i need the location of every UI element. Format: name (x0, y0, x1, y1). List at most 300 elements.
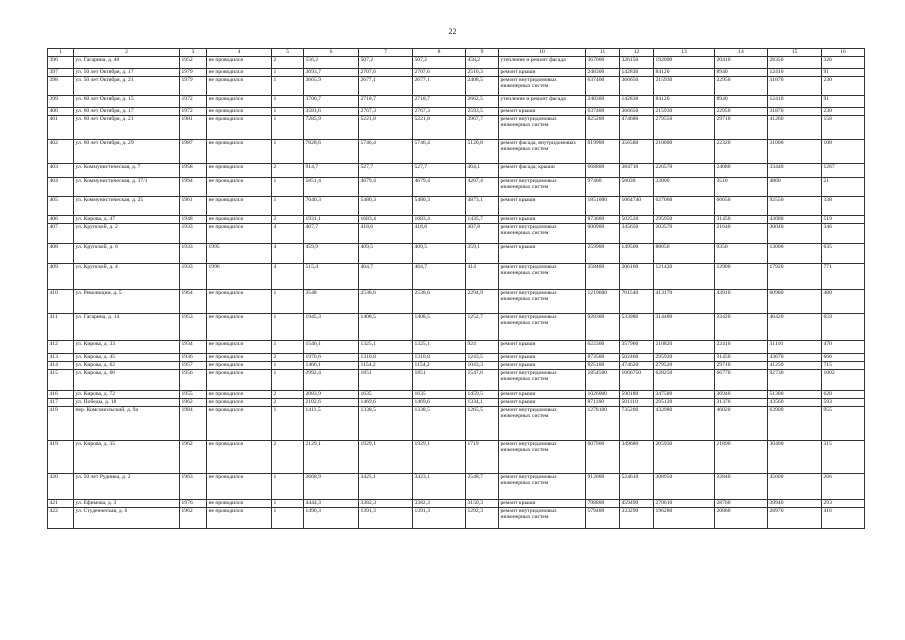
column-number: 11 (586, 49, 620, 57)
table-cell: ул. Коммунистическая, д. 25 (74, 197, 180, 216)
table-cell: 279550 (654, 116, 715, 140)
table-cell: ул. 50 лет Рудника, д. 2 (74, 474, 180, 500)
table-cell: 28350 (768, 57, 822, 69)
table-cell: 1953 (180, 314, 207, 341)
table-cell: 41250 (768, 362, 822, 370)
table-cell: 31870 (768, 108, 822, 116)
table-cell: 627060 (654, 197, 715, 216)
table-cell: ул. Крупской, д. 6 (74, 244, 180, 264)
table-cell: 404 (48, 178, 74, 197)
table-cell: 635 (822, 244, 865, 264)
table-cell: 4679,4 (359, 178, 413, 197)
table-cell: 1979 (180, 69, 207, 77)
table-cell: 1 (272, 362, 304, 370)
table-cell: утепление и ремонт фасада (499, 57, 586, 69)
table-cell: 226570 (654, 164, 715, 178)
table-cell: 607900 (586, 441, 620, 474)
table-cell: 619900 (586, 140, 620, 164)
table-cell: 97400 (586, 178, 620, 197)
table-cell: 12410 (768, 69, 822, 77)
column-number: 10 (499, 49, 586, 57)
table-cell: 1854500 (586, 370, 620, 391)
table-cell: 308950 (654, 474, 715, 500)
table-cell: 84120 (654, 69, 715, 77)
table-cell: 464,7 (359, 264, 413, 290)
table-cell: 474680 (620, 116, 654, 140)
table-cell: 422 (48, 508, 74, 529)
table-cell: 1338,5 (359, 407, 413, 441)
table-cell: 600900 (586, 224, 620, 244)
table-cell: 507,2 (413, 57, 466, 69)
table-cell: 2 (272, 441, 304, 474)
table-cell: 5120,8 (466, 140, 499, 164)
table-cell: утепление и ремонт фасада (499, 96, 586, 108)
table-cell: 409,5 (413, 244, 466, 264)
table-cell: 31110 (768, 341, 822, 354)
table-cell: ремонт крыши (499, 500, 586, 508)
table-cell: 1219600 (586, 290, 620, 314)
table-cell: 1962 (180, 399, 207, 407)
table-cell: не проводился (207, 370, 272, 391)
table-cell: 13000 (768, 244, 822, 264)
table-cell: ул. Победы, д. 18 (74, 399, 180, 407)
table-cell: 502460 (620, 354, 654, 362)
table-row (48, 341, 865, 354)
table-cell: ул. 60 лет Октября, д. 17 (74, 108, 180, 116)
table-cell: 347580 (654, 391, 715, 399)
table-row (48, 314, 865, 341)
table-cell: 32840 (715, 474, 768, 500)
table-cell: 4207,4 (466, 178, 499, 197)
table-cell: 7828,6 (304, 140, 359, 164)
table-cell: 1066750 (620, 370, 654, 391)
table-cell: ремонт крыши (499, 362, 586, 370)
table-cell: 31000 (768, 140, 822, 164)
table-cell: 357960 (620, 341, 654, 354)
table-cell: 2 (272, 57, 304, 69)
table-cell: 1851 (359, 370, 413, 391)
table-cell: 432980 (654, 407, 715, 441)
table-row (48, 290, 865, 314)
table-cell: 7640,3 (304, 197, 359, 216)
table-cell: 873600 (586, 216, 620, 224)
column-number: 12 (620, 49, 654, 57)
table-cell: 1 (272, 474, 304, 500)
table-cell: 419 (48, 441, 74, 474)
table-cell: ремонт фасада, внутридомовых инженерных систем (499, 140, 586, 164)
table-cell: 31870 (768, 77, 822, 96)
table-cell: 1278100 (586, 407, 620, 441)
table-cell: 5221,8 (359, 116, 413, 140)
table-cell: 413 (48, 354, 74, 362)
table-cell: 3510 (715, 178, 768, 197)
table-cell: не проводился (207, 140, 272, 164)
table-cell: 33440 (768, 164, 822, 178)
table-cell: 3382,3 (359, 500, 413, 508)
table-cell: 5480,3 (359, 197, 413, 216)
table-cell: 33420 (715, 314, 768, 341)
table-cell: 39940 (768, 500, 822, 508)
table-cell: 41260 (768, 116, 822, 140)
table-cell: 1 (272, 140, 304, 164)
table-cell: 142830 (620, 69, 654, 77)
table-cell: 502520 (620, 216, 654, 224)
table-cell: 43680 (768, 216, 822, 224)
table-cell: 266 (822, 474, 865, 500)
table-cell: 1851 (413, 370, 466, 391)
table-cell: 914,7 (304, 164, 359, 178)
table-cell: 21 (822, 178, 865, 197)
table-cell: 367000 (586, 57, 620, 69)
table-cell: 402 (48, 140, 74, 164)
column-number: 8 (413, 49, 466, 57)
table-cell: ул. Кирова, д. 33 (74, 341, 180, 354)
table-cell: 43670 (768, 354, 822, 362)
column-number: 1 (48, 49, 74, 57)
table-cell: 22950 (715, 77, 768, 96)
table-cell: 66770 (715, 370, 768, 391)
table-cell: 1408,5 (359, 314, 413, 341)
table-cell: 1265,5 (466, 407, 499, 441)
table-cell: 1962 (180, 441, 207, 474)
table-cell: ул. 60 лет Октября, д. 29 (74, 140, 180, 164)
table-cell: 1547,6 (466, 370, 499, 391)
table-cell: 637400 (586, 77, 620, 96)
table-cell: ул. Крупской, д. 2 (74, 224, 180, 244)
table-cell: 1043,3 (466, 362, 499, 370)
table-cell: 43560 (768, 399, 822, 407)
table-cell: ремонт внутридомовых инженерных систем (499, 508, 586, 529)
table-cell: 1957 (180, 362, 207, 370)
table-cell: 527,7 (413, 164, 466, 178)
table-cell: ремонт внутридомовых инженерных систем (499, 264, 586, 290)
table-cell: 31450 (715, 216, 768, 224)
table-cell: 1391,3 (413, 508, 466, 529)
table-cell: 149500 (620, 244, 654, 264)
table-cell: ул. Кирова, д. 62 (74, 362, 180, 370)
table-cell: ул. 60 лет Октября, д. 15 (74, 96, 180, 108)
table-cell: не проводился (207, 108, 272, 116)
table-row (48, 362, 865, 370)
table-cell: 928300 (586, 314, 620, 341)
table-cell: 3668,9 (304, 474, 359, 500)
table-row (48, 116, 865, 140)
table-cell: 637400 (586, 108, 620, 116)
table-cell: 1 (272, 407, 304, 441)
table-cell: 326 (822, 57, 865, 69)
table-cell: 1 (272, 116, 304, 140)
table-cell: 307,8 (466, 224, 499, 244)
table-cell: 3693,7 (304, 69, 359, 77)
table-cell: 871160 (586, 399, 620, 407)
table-cell: 215930 (654, 77, 715, 96)
table-cell: 31450 (715, 354, 768, 362)
table-cell: 666 (822, 354, 865, 362)
table-cell: 1252,7 (466, 314, 499, 341)
table-cell: ремонт крыши (499, 69, 586, 77)
table-cell: не проводился (207, 197, 272, 216)
table-cell: 121420 (654, 264, 715, 290)
table-cell: 1976 (180, 500, 207, 508)
table-row (48, 140, 865, 164)
table-cell: не проводился (207, 354, 272, 362)
table-row (48, 108, 865, 116)
table-cell: 2102,6 (304, 399, 359, 407)
table-cell: 315 (822, 441, 865, 474)
table-cell: 88050 (654, 244, 715, 264)
table-cell: 9350 (715, 244, 768, 264)
column-number: 6 (304, 49, 359, 57)
table-cell: 7285,9 (304, 116, 359, 140)
table-cell: 825100 (586, 362, 620, 370)
table-cell: 1338,5 (413, 407, 466, 441)
table-cell: 1635 (413, 391, 466, 399)
table-cell: 1243,5 (466, 354, 499, 362)
table-cell: 92730 (768, 370, 822, 391)
table-cell: ремонт крыши (499, 244, 586, 264)
table-cell: 1325,1 (359, 341, 413, 354)
table-row (48, 216, 865, 224)
table-cell: 1851000 (586, 197, 620, 216)
table-cell: 314480 (654, 314, 715, 341)
table-cell: 1948 (180, 216, 207, 224)
table-cell: ул. Гагарина, д. 40 (74, 57, 180, 69)
table-cell: 501110 (620, 399, 654, 407)
table-cell: 92550 (768, 197, 822, 216)
table-cell: 459490 (620, 500, 654, 508)
table-cell: 2707,6 (413, 69, 466, 77)
table-cell: 1 (272, 108, 304, 116)
table-cell: 628 (822, 391, 865, 399)
table-cell: ул. Кирова, д. 45 (74, 354, 180, 362)
column-number: 7 (359, 49, 413, 57)
table-cell: 293 (822, 500, 865, 508)
table-cell: 4860 (768, 178, 822, 197)
table-cell: 28970 (768, 508, 822, 529)
table-cell: 1979 (180, 77, 207, 96)
table-cell: 2707,6 (359, 69, 413, 77)
table-cell: 5746,4 (413, 140, 466, 164)
table-cell: 2 (272, 354, 304, 362)
table-cell: 2538,6 (359, 290, 413, 314)
table-cell: 659 (822, 314, 865, 341)
table-cell: 5851,4 (304, 178, 359, 197)
column-number: 4 (207, 49, 272, 57)
table-cell: 1459,5 (466, 391, 499, 399)
table-cell: не проводился (207, 69, 272, 77)
table-cell: 1994 (180, 178, 207, 197)
column-number: 15 (768, 49, 822, 57)
table-cell: 398 (48, 77, 74, 96)
table-cell: 5746,4 (359, 140, 413, 164)
table-cell: ремонт внутридомовых инженерных систем (499, 370, 586, 391)
table-cell: ремонт крыши (499, 399, 586, 407)
table-cell: 556,2 (304, 57, 359, 69)
table-cell: 91 (822, 96, 865, 108)
table-cell: 210000 (654, 140, 715, 164)
table-cell: 1 (272, 197, 304, 216)
table-cell: ул. Коммунистическая, д. 7 (74, 164, 180, 178)
table-cell: 507,2 (359, 57, 413, 69)
table-cell: 295120 (654, 399, 715, 407)
table-cell: 22950 (715, 108, 768, 116)
table-cell: 2 (272, 399, 304, 407)
table-cell: 1931,1 (304, 216, 359, 224)
table-cell: не проводился (207, 341, 272, 354)
table-cell: 2767,3 (413, 108, 466, 116)
table-cell: 338 (822, 197, 865, 216)
table-cell: 701540 (620, 290, 654, 314)
table-cell: ремонт внутридомовых инженерных систем (499, 407, 586, 441)
table-cell: 2294,9 (466, 290, 499, 314)
table-cell: 270610 (654, 500, 715, 508)
table-cell: 36940 (715, 391, 768, 399)
table-cell: 349680 (620, 441, 654, 474)
table-cell: 1719 (466, 441, 499, 474)
table-cell: 326150 (620, 57, 654, 69)
table-row (48, 244, 865, 264)
table-cell: 524610 (620, 474, 654, 500)
table-cell: 3425,1 (359, 474, 413, 500)
table-cell: не проводился (207, 224, 272, 244)
table-cell: 22320 (715, 140, 768, 164)
table-cell: 1 (272, 500, 304, 508)
table-cell: 1934 (180, 341, 207, 354)
table-cell: 359,1 (466, 244, 499, 264)
table-cell: 196280 (654, 508, 715, 529)
table-cell: 333290 (620, 508, 654, 529)
table-cell: 408 (48, 244, 74, 264)
table-cell: 8940 (715, 96, 768, 108)
table-cell: ул. Крупской, д. 4 (74, 264, 180, 290)
table-cell: 912000 (586, 474, 620, 500)
table-cell: 3150,3 (466, 500, 499, 508)
table-cell: 4 (272, 224, 304, 244)
table-cell: 417 (48, 399, 74, 407)
table-cell: 1 (272, 290, 304, 314)
housing-repair-table (47, 48, 865, 529)
table-cell: 1435,7 (466, 216, 499, 224)
table-cell: 1984 (180, 407, 207, 441)
table-cell: 3581,6 (304, 108, 359, 116)
table-cell: 2548,7 (466, 474, 499, 500)
table-cell: 415 (48, 370, 74, 391)
table-cell: 1325,1 (413, 341, 466, 354)
table-cell: не проводился (207, 500, 272, 508)
table-cell: ул. Студенческая, д. 6 (74, 508, 180, 529)
table-cell: ул. Кирова, д. 35 (74, 441, 180, 474)
table-cell: 215930 (654, 108, 715, 116)
table-cell: 1391,3 (359, 508, 413, 529)
table-cell: 416 (822, 508, 865, 529)
table-cell: 1490,3 (304, 508, 359, 529)
table-cell: 1469,6 (413, 399, 466, 407)
table-cell: 924 (466, 341, 499, 354)
table-cell: 1267 (822, 164, 865, 178)
table-cell: 409 (48, 264, 74, 290)
table-cell: не проводился (207, 77, 272, 96)
table-cell: 3423,1 (413, 474, 466, 500)
table-cell: 259900 (586, 244, 620, 264)
table-cell: 396 (48, 57, 74, 69)
table-cell: 1635 (359, 391, 413, 399)
table-cell: 593 (822, 399, 865, 407)
table-cell: 1972 (180, 108, 207, 116)
table-cell: 295920 (654, 354, 715, 362)
table-cell: ремонт фасада, крыши (499, 164, 586, 178)
table-cell: 205930 (654, 441, 715, 474)
table-cell: 1963 (180, 474, 207, 500)
table-cell: не проводился (207, 474, 272, 500)
table-cell: 2538,6 (413, 290, 466, 314)
table-cell: 28760 (715, 500, 768, 508)
table-cell: 2677,1 (413, 77, 466, 96)
table-cell: не проводился (207, 362, 272, 370)
table-row (48, 407, 865, 441)
table-cell: не проводился (207, 216, 272, 224)
table-cell: 1469,6 (359, 399, 413, 407)
table-cell: 279520 (654, 362, 715, 370)
table-cell: 464,1 (466, 164, 499, 178)
table-cell: 1 (272, 69, 304, 77)
column-number: 16 (822, 49, 865, 57)
table-row (48, 178, 865, 197)
table-cell: 46420 (768, 314, 822, 341)
table-cell: 4 (272, 264, 304, 290)
table-cell: 2 (272, 391, 304, 399)
table-row (48, 370, 865, 391)
table-cell: ул. Коммунистическая, д. 37/1 (74, 178, 180, 197)
table-cell: 459,9 (304, 244, 359, 264)
table-cell: 1064740 (620, 197, 654, 216)
table-cell: 20860 (715, 508, 768, 529)
table-cell: 519 (822, 216, 865, 224)
table-cell: 735200 (620, 407, 654, 441)
table-cell: 1310,8 (359, 354, 413, 362)
table-cell: 12900 (715, 264, 768, 290)
table-cell: 628250 (654, 370, 715, 391)
table-cell: 1958 (180, 164, 207, 178)
table-cell: 1 (272, 96, 304, 108)
table-cell: 203570 (654, 224, 715, 244)
table-cell: 400 (48, 108, 74, 116)
table-cell: не проводился (207, 57, 272, 69)
table-cell: 1 (272, 178, 304, 197)
page-number: 22 (448, 27, 457, 36)
table-cell: ремонт внутридомовых инженерных систем (499, 441, 586, 474)
table-row (48, 57, 865, 69)
table-cell: 3382,3 (413, 500, 466, 508)
table-cell: ремонт крыши (499, 341, 586, 354)
table-cell: 30400 (768, 441, 822, 474)
table-cell: 192090 (654, 57, 715, 69)
table-cell: 21890 (715, 441, 768, 474)
table-cell: не проводился (207, 314, 272, 341)
table-cell: 84120 (654, 96, 715, 108)
table-row (48, 399, 865, 407)
table-cell: 4679,4 (413, 178, 466, 197)
table-cell: ремонт крыши (499, 391, 586, 399)
table-cell: 1411,5 (304, 407, 359, 441)
table-cell: 1002 (822, 370, 865, 391)
table-cell: 470 (822, 341, 865, 354)
table-cell: не проводился (207, 96, 272, 108)
table-cell: 1996 (207, 264, 272, 290)
table-cell: 1408,5 (413, 314, 466, 341)
table-cell: 414 (48, 362, 74, 370)
table-cell: 29710 (715, 362, 768, 370)
table-cell: 63900 (768, 407, 822, 441)
